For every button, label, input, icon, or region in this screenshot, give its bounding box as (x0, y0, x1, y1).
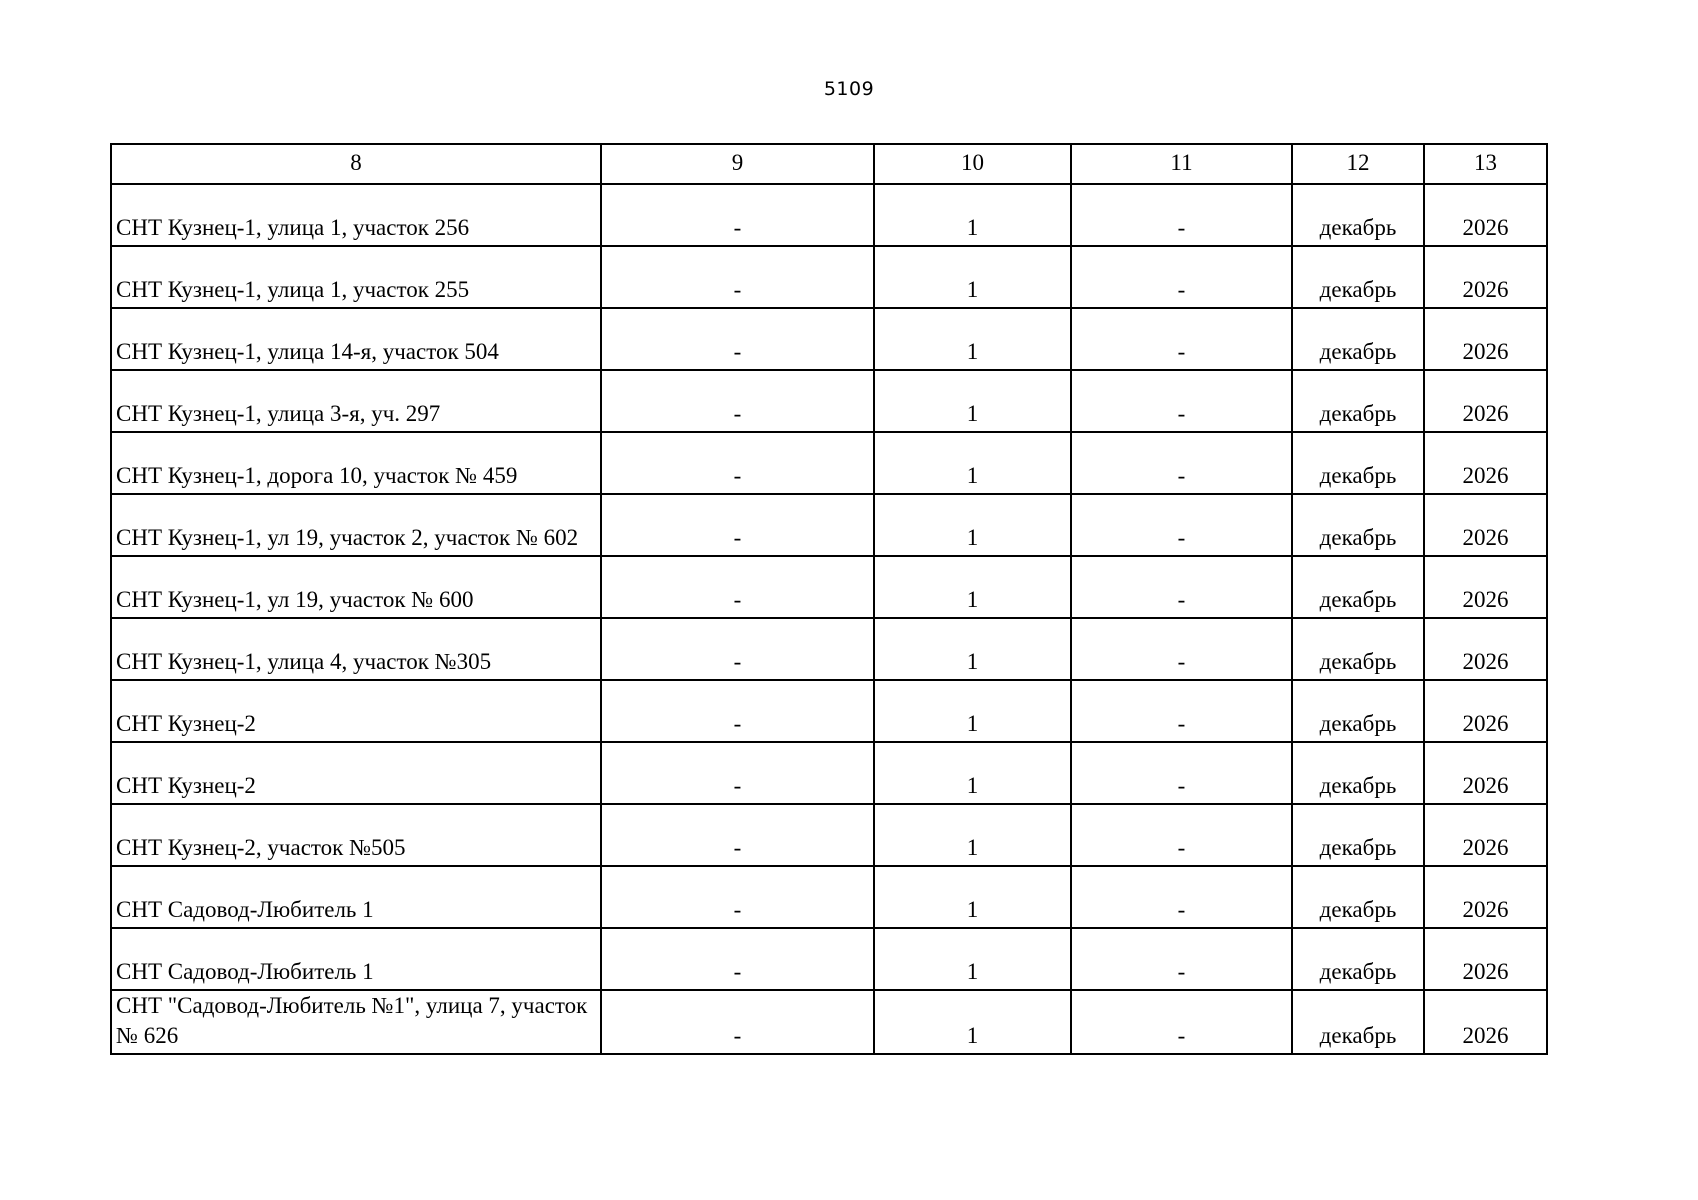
col11-cell: - (1071, 680, 1292, 742)
month-cell: декабрь (1292, 184, 1424, 246)
address-cell: СНТ Садовод-Любитель 1 (111, 928, 601, 990)
address-cell: СНТ Кузнец-1, улица 1, участок 255 (111, 246, 601, 308)
table-row (111, 866, 1547, 928)
col9-cell: - (601, 618, 874, 680)
col11-cell: - (1071, 866, 1292, 928)
month-cell: декабрь (1292, 432, 1424, 494)
col11-cell: - (1071, 246, 1292, 308)
col9-cell: - (601, 556, 874, 618)
col9-cell: - (601, 494, 874, 556)
col10-cell: 1 (874, 680, 1071, 742)
col11-cell: - (1071, 618, 1292, 680)
address-cell: СНТ Кузнец-2 (111, 742, 601, 804)
month-cell: декабрь (1292, 556, 1424, 618)
address-cell: СНТ Кузнец-1, улица 14-я, участок 504 (111, 308, 601, 370)
col10-cell: 1 (874, 990, 1071, 1054)
address-cell: СНТ Кузнец-1, улица 1, участок 256 (111, 184, 601, 246)
col11-cell: - (1071, 494, 1292, 556)
year-cell: 2026 (1424, 246, 1547, 308)
col9-cell: - (601, 990, 874, 1054)
col11-cell: - (1071, 556, 1292, 618)
address-cell: СНТ Кузнец-2, участок №505 (111, 804, 601, 866)
table-row (111, 432, 1547, 494)
col10-cell: 1 (874, 618, 1071, 680)
month-cell: декабрь (1292, 494, 1424, 556)
year-cell: 2026 (1424, 432, 1547, 494)
col11-cell: - (1071, 990, 1292, 1054)
year-cell: 2026 (1424, 494, 1547, 556)
year-cell: 2026 (1424, 556, 1547, 618)
col9-cell: - (601, 680, 874, 742)
col11-cell: - (1071, 804, 1292, 866)
month-cell: декабрь (1292, 742, 1424, 804)
col9-cell: - (601, 742, 874, 804)
col9-cell: - (601, 370, 874, 432)
page-number: 5109 (823, 78, 875, 100)
table-row (111, 370, 1547, 432)
column-header-11: 11 (1071, 144, 1292, 184)
col11-cell: - (1071, 742, 1292, 804)
col9-cell: - (601, 308, 874, 370)
address-cell: СНТ Кузнец-1, дорога 10, участок № 459 (111, 432, 601, 494)
month-cell: декабрь (1292, 308, 1424, 370)
month-cell: декабрь (1292, 928, 1424, 990)
col11-cell: - (1071, 432, 1292, 494)
month-cell: декабрь (1292, 990, 1424, 1054)
col9-cell: - (601, 246, 874, 308)
col10-cell: 1 (874, 866, 1071, 928)
year-cell: 2026 (1424, 804, 1547, 866)
year-cell: 2026 (1424, 370, 1547, 432)
address-cell: СНТ Кузнец-1, улица 4, участок №305 (111, 618, 601, 680)
col10-cell: 1 (874, 432, 1071, 494)
address-cell: СНТ Кузнец-1, улица 3-я, уч. 297 (111, 370, 601, 432)
header-row (111, 144, 1547, 184)
table-body (111, 184, 1547, 1054)
col11-cell: - (1071, 308, 1292, 370)
col10-cell: 1 (874, 370, 1071, 432)
month-cell: декабрь (1292, 246, 1424, 308)
table-row (111, 990, 1547, 1054)
table-row (111, 494, 1547, 556)
table-row (111, 184, 1547, 246)
address-cell: СНТ Кузнец-1, ул 19, участок № 600 (111, 556, 601, 618)
col10-cell: 1 (874, 308, 1071, 370)
col10-cell: 1 (874, 742, 1071, 804)
col10-cell: 1 (874, 494, 1071, 556)
column-header-8: 8 (111, 144, 601, 184)
col9-cell: - (601, 866, 874, 928)
col11-cell: - (1071, 928, 1292, 990)
year-cell: 2026 (1424, 990, 1547, 1054)
address-cell: СНТ "Садовод-Любитель №1", улица 7, участок № 626 (111, 990, 601, 1054)
month-cell: декабрь (1292, 618, 1424, 680)
table-row (111, 618, 1547, 680)
month-cell: декабрь (1292, 370, 1424, 432)
col9-cell: - (601, 184, 874, 246)
col9-cell: - (601, 928, 874, 990)
month-cell: декабрь (1292, 680, 1424, 742)
col10-cell: 1 (874, 246, 1071, 308)
table-row (111, 556, 1547, 618)
table-row (111, 308, 1547, 370)
table-header (111, 144, 1547, 184)
year-cell: 2026 (1424, 680, 1547, 742)
col10-cell: 1 (874, 556, 1071, 618)
column-header-9: 9 (601, 144, 874, 184)
year-cell: 2026 (1424, 928, 1547, 990)
column-header-13: 13 (1424, 144, 1547, 184)
table-row (111, 246, 1547, 308)
address-cell: СНТ Кузнец-2 (111, 680, 601, 742)
address-cell: СНТ Кузнец-1, ул 19, участок 2, участок № 602 (111, 494, 601, 556)
column-header-10: 10 (874, 144, 1071, 184)
col10-cell: 1 (874, 928, 1071, 990)
table-row (111, 742, 1547, 804)
col11-cell: - (1071, 370, 1292, 432)
year-cell: 2026 (1424, 184, 1547, 246)
year-cell: 2026 (1424, 308, 1547, 370)
month-cell: декабрь (1292, 866, 1424, 928)
address-cell: СНТ Садовод-Любитель 1 (111, 866, 601, 928)
col11-cell: - (1071, 184, 1292, 246)
table-row (111, 928, 1547, 990)
registry-table (110, 143, 1548, 1055)
col9-cell: - (601, 804, 874, 866)
table-row (111, 804, 1547, 866)
year-cell: 2026 (1424, 618, 1547, 680)
column-header-12: 12 (1292, 144, 1424, 184)
year-cell: 2026 (1424, 742, 1547, 804)
col9-cell: - (601, 432, 874, 494)
col10-cell: 1 (874, 184, 1071, 246)
col10-cell: 1 (874, 804, 1071, 866)
month-cell: декабрь (1292, 804, 1424, 866)
table-row (111, 680, 1547, 742)
year-cell: 2026 (1424, 866, 1547, 928)
